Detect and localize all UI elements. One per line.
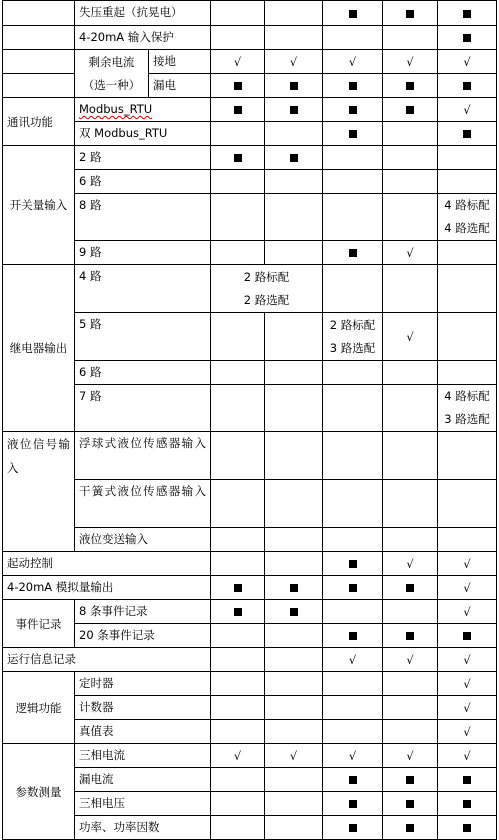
table-row xyxy=(3,576,497,600)
table-row xyxy=(3,98,497,122)
square-mark xyxy=(349,824,357,832)
table-row xyxy=(3,361,497,385)
check-mark: √ xyxy=(438,50,497,74)
table-row xyxy=(3,792,497,816)
square-mark xyxy=(463,34,471,42)
square-mark xyxy=(349,82,357,90)
check-mark: √ xyxy=(438,600,497,624)
table-row xyxy=(3,552,497,576)
check-mark: √ xyxy=(383,744,438,768)
square-mark xyxy=(234,106,242,114)
table-row xyxy=(3,170,497,194)
square-mark xyxy=(349,584,357,592)
table-row xyxy=(3,313,497,361)
square-mark xyxy=(234,82,242,90)
row-label: 干簧式液位传感器输入 xyxy=(75,480,211,528)
check-mark: √ xyxy=(438,98,497,122)
row-label: 三相电流 xyxy=(75,744,211,768)
check-mark: √ xyxy=(211,744,265,768)
square-mark xyxy=(463,632,471,640)
category-label: 通讯功能 xyxy=(3,98,75,146)
row-label: 真值表 xyxy=(75,720,211,744)
row-label: 7 路 xyxy=(75,385,211,432)
row-label: 功率、功率因数 xyxy=(75,816,211,840)
square-mark xyxy=(290,106,298,114)
row-label: 双 Modbus_RTU xyxy=(75,122,211,146)
table-row xyxy=(3,672,497,696)
table-row xyxy=(3,600,497,624)
table-row xyxy=(3,194,497,241)
row-label: 接地 xyxy=(149,50,211,74)
check-mark: √ xyxy=(383,648,438,672)
check-mark: √ xyxy=(438,672,497,696)
table-row xyxy=(3,720,497,744)
table-row xyxy=(3,696,497,720)
row-label: 失压重起（抗晃电） xyxy=(75,1,211,26)
table-row xyxy=(3,265,497,313)
row-label: 三相电压 xyxy=(75,792,211,816)
note-cell: 4 路标配 3 路选配 xyxy=(438,385,497,432)
row-label: 漏电 xyxy=(149,74,211,98)
table-row xyxy=(3,1,497,26)
square-mark xyxy=(349,10,357,18)
square-mark xyxy=(406,10,414,18)
square-mark xyxy=(463,82,471,90)
row-label: 6 路 xyxy=(75,170,211,194)
square-mark xyxy=(349,560,357,568)
table-row xyxy=(3,26,497,50)
square-mark xyxy=(463,10,471,18)
check-mark: √ xyxy=(383,241,438,265)
check-mark: √ xyxy=(323,50,383,74)
row-label: 4-20mA 输入保护 xyxy=(75,26,211,50)
table-row xyxy=(3,122,497,146)
check-mark: √ xyxy=(265,50,323,74)
check-mark: √ xyxy=(383,552,438,576)
table-row xyxy=(3,146,497,170)
check-mark: √ xyxy=(383,313,438,361)
square-mark xyxy=(290,584,298,592)
square-mark xyxy=(406,632,414,640)
category-label: 开关量输入 xyxy=(3,146,75,265)
square-mark xyxy=(463,130,471,138)
row-label: 运行信息记录 xyxy=(3,648,211,672)
check-mark: √ xyxy=(438,696,497,720)
square-mark xyxy=(234,584,242,592)
square-mark xyxy=(349,106,357,114)
check-mark: √ xyxy=(438,720,497,744)
check-mark: √ xyxy=(438,744,497,768)
square-mark xyxy=(349,632,357,640)
check-mark: √ xyxy=(383,50,438,74)
table-row xyxy=(3,768,497,792)
square-mark xyxy=(234,608,242,616)
top-continuation-cell xyxy=(3,1,75,26)
square-mark xyxy=(463,800,471,808)
square-mark xyxy=(349,249,357,257)
row-label: 4-20mA 模拟量输出 xyxy=(3,576,211,600)
square-mark xyxy=(406,800,414,808)
row-label: 8 条事件记录 xyxy=(75,600,211,624)
square-mark xyxy=(349,800,357,808)
square-mark xyxy=(463,776,471,784)
square-mark xyxy=(290,608,298,616)
square-mark xyxy=(406,584,414,592)
row-label: 4 路 xyxy=(75,265,211,313)
category-label: 事件记录 xyxy=(3,600,75,648)
table-row xyxy=(3,648,497,672)
feature-table xyxy=(2,0,497,840)
row-label: 定时器 xyxy=(75,672,211,696)
category-label: 继电器输出 xyxy=(3,265,75,432)
row-label: 9 路 xyxy=(75,241,211,265)
row-label: 2 路 xyxy=(75,146,211,170)
note-cell: 2 路标配 2 路选配 xyxy=(211,265,323,313)
square-mark xyxy=(406,776,414,784)
note-cell: 2 路标配 3 路选配 xyxy=(323,313,383,361)
note-cell: 4 路标配 4 路选配 xyxy=(438,194,497,241)
square-mark xyxy=(406,824,414,832)
check-mark: √ xyxy=(438,648,497,672)
check-mark: √ xyxy=(323,744,383,768)
row-label: 计数器 xyxy=(75,696,211,720)
check-mark: √ xyxy=(323,648,383,672)
check-mark: √ xyxy=(265,744,323,768)
row-label: 20 条事件记录 xyxy=(75,624,211,648)
table-row xyxy=(3,385,497,432)
table-row xyxy=(3,816,497,840)
row-label: 8 路 xyxy=(75,194,211,241)
check-mark: √ xyxy=(438,552,497,576)
square-mark xyxy=(234,154,242,162)
table-row xyxy=(3,528,497,552)
table-row xyxy=(3,432,497,480)
square-mark xyxy=(406,82,414,90)
row-label: Modbus_RTU xyxy=(75,98,211,122)
table-row xyxy=(3,624,497,648)
category-label: 液位信号输入 xyxy=(3,432,75,552)
square-mark xyxy=(463,824,471,832)
residual-current-label: 剩余电流 （选一种） xyxy=(75,50,149,98)
square-mark xyxy=(349,130,357,138)
row-label: 浮球式液位传感器输入 xyxy=(75,432,211,480)
row-label: 6 路 xyxy=(75,361,211,385)
row-label: 起动控制 xyxy=(3,552,211,576)
table-row xyxy=(3,480,497,528)
square-mark xyxy=(406,106,414,114)
square-mark xyxy=(349,776,357,784)
square-mark xyxy=(290,82,298,90)
row-label: 5 路 xyxy=(75,313,211,361)
check-mark: √ xyxy=(211,50,265,74)
category-label: 参数测量 xyxy=(3,744,75,840)
table-row xyxy=(3,50,497,74)
row-label: 漏电流 xyxy=(75,768,211,792)
table-row xyxy=(3,744,497,768)
square-mark xyxy=(290,154,298,162)
table-row xyxy=(3,241,497,265)
check-mark: √ xyxy=(438,576,497,600)
row-label: 液位变送输入 xyxy=(75,528,211,552)
category-label: 逻辑功能 xyxy=(3,672,75,744)
